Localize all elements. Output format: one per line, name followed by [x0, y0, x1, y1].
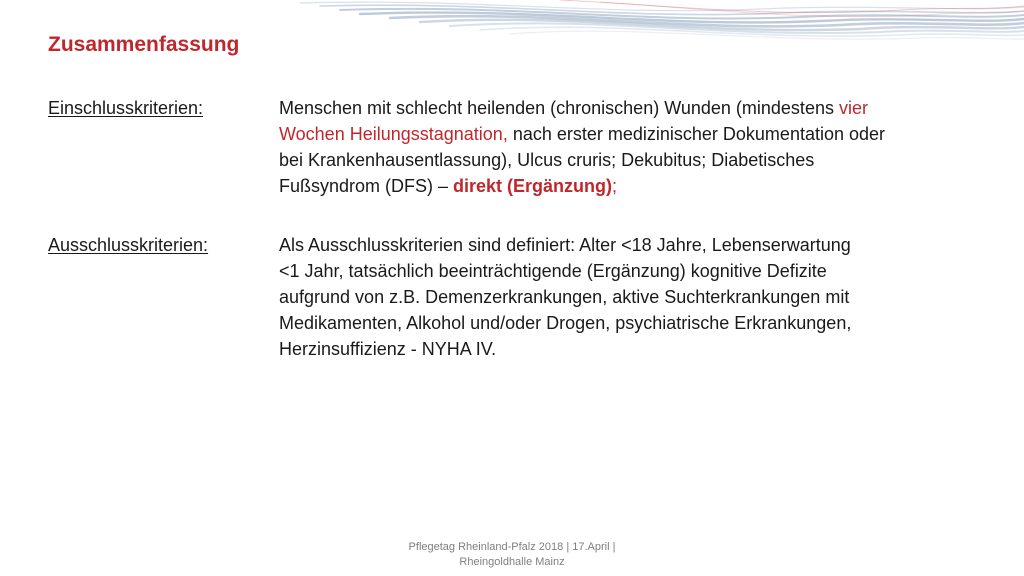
- ausschluss-line-1: Als Ausschlusskriterien sind definiert: Alter <18 Jahre, Lebenserwartung: [279, 235, 851, 255]
- einschlusskriterien-label: Einschlusskriterien:: [48, 98, 204, 118]
- einschluss-line-2-text: nach erster medizinischer Dokumentation oder: [507, 124, 886, 144]
- ausschluss-line-4: Medikamenten, Alkohol und/oder Drogen, psychiatrische Erkrankungen,: [279, 313, 852, 333]
- footer-line-2: Rheingoldhalle Mainz: [459, 556, 565, 568]
- ausschlusskriterien-label: Ausschlusskriterien:: [48, 235, 209, 255]
- slide-footer: [362, 540, 662, 570]
- einschlusskriterien-text: [279, 95, 979, 199]
- ausschluss-line-3: aufgrund von z.B. Demenzerkrankungen, aktive Suchterkrankungen mit: [279, 287, 850, 307]
- slide-title: Zusammenfassung: [48, 33, 240, 56]
- einschluss-highlight-wochen: Wochen Heilungsstagnation,: [279, 124, 508, 144]
- einschluss-line-3: bei Krankenhausentlassung), Ulcus cruris; Dekubitus; Diabetisches: [279, 150, 815, 170]
- einschluss-line-4: [279, 173, 979, 199]
- einschluss-line-2: [279, 121, 979, 147]
- ausschlusskriterien-text: [279, 232, 979, 362]
- einschluss-line-4-text: Fußsyndrom (DFS) –: [279, 176, 454, 196]
- einschluss-line-1-text: Menschen mit schlecht heilenden (chronischen) Wunden (mindestens: [279, 98, 839, 118]
- ausschluss-line-2: <1 Jahr, tatsächlich beeinträchtigende (Ergänzung) kognitive Defizite: [279, 261, 827, 281]
- einschluss-highlight-vier: vier: [838, 98, 868, 118]
- footer-line-1: Pflegetag Rheinland-Pfalz 2018 | 17.April |: [408, 541, 616, 553]
- einschluss-line-4-end: ;: [612, 176, 618, 196]
- einschluss-highlight-direkt: direkt (Ergänzung): [453, 176, 613, 196]
- einschluss-line-1: [279, 95, 979, 121]
- ausschluss-line-5: Herzinsuffizienz - NYHA IV.: [279, 339, 497, 359]
